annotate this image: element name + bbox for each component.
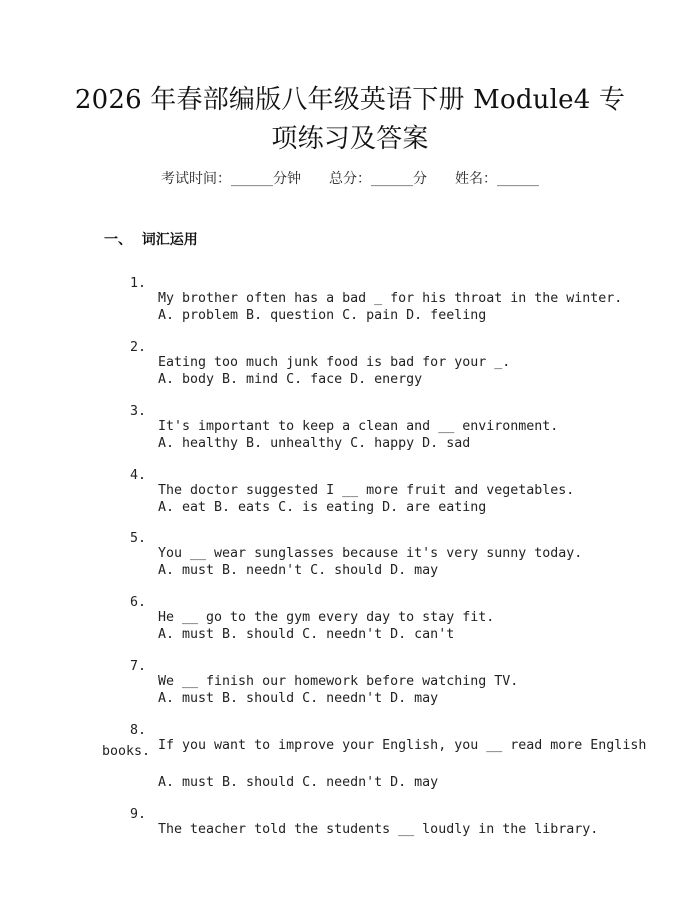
question-options: A. must B. should C. needn't D. may — [158, 775, 439, 790]
question-stem: The teacher told the students __ loudly in the library. — [158, 822, 599, 837]
question-stem: Eating too much junk food is bad for your _. — [158, 355, 511, 370]
question-stem: The doctor suggested I __ more fruit and vegetables. — [158, 483, 575, 498]
question-options: A. problem B. question C. pain D. feeling — [158, 308, 487, 323]
question-stem: It's important to keep a clean and __ environment. — [158, 419, 559, 434]
total-score-field: 总分：______分 — [329, 171, 427, 187]
question-number: 4. — [130, 468, 147, 483]
page-title-line-1: 2026 年春部编版八年级英语下册 Module4 专 — [74, 85, 626, 115]
question-options: A. must B. should C. needn't D. may — [158, 691, 439, 706]
question-number: 7. — [130, 659, 147, 674]
question-options: A. must B. needn't C. should D. may — [158, 563, 439, 578]
question-options: A. must B. should C. needn't D. can't — [158, 627, 455, 642]
question-stem: You __ wear sunglasses because it's very sunny today. — [158, 546, 583, 561]
question-options: A. eat B. eats C. is eating D. are eating — [158, 500, 487, 515]
question-options: A. healthy B. unhealthy C. happy D. sad — [158, 436, 471, 451]
question-number: 9. — [130, 807, 147, 822]
section-heading: 一、 词汇运用 — [104, 232, 198, 248]
page-title-line-2: 项练习及答案 — [271, 124, 429, 154]
question-number: 5. — [130, 531, 147, 546]
question-stem: We __ finish our homework before watching TV. — [158, 674, 519, 689]
question-stem: My brother often has a bad _ for his throat in the winter. — [158, 291, 623, 306]
question-stem: He __ go to the gym every day to stay fit. — [158, 610, 495, 625]
question-number: 6. — [130, 595, 147, 610]
question-number: 8. — [130, 723, 147, 738]
exam-time-field: 考试时间：______分钟 — [161, 171, 301, 187]
exam-info-row — [0, 168, 700, 188]
student-name-field: 姓名：______ — [455, 171, 539, 187]
question-9-stem-row — [0, 792, 599, 852]
question-number: 2. — [130, 340, 147, 355]
question-number: 1. — [130, 276, 147, 291]
question-options: A. body B. mind C. face D. energy — [158, 372, 423, 387]
question-stem-line-2: books. — [102, 744, 151, 759]
question-stem-line-1: If you want to improve your English, you __ read more English — [158, 738, 647, 753]
question-number: 3. — [130, 404, 147, 419]
